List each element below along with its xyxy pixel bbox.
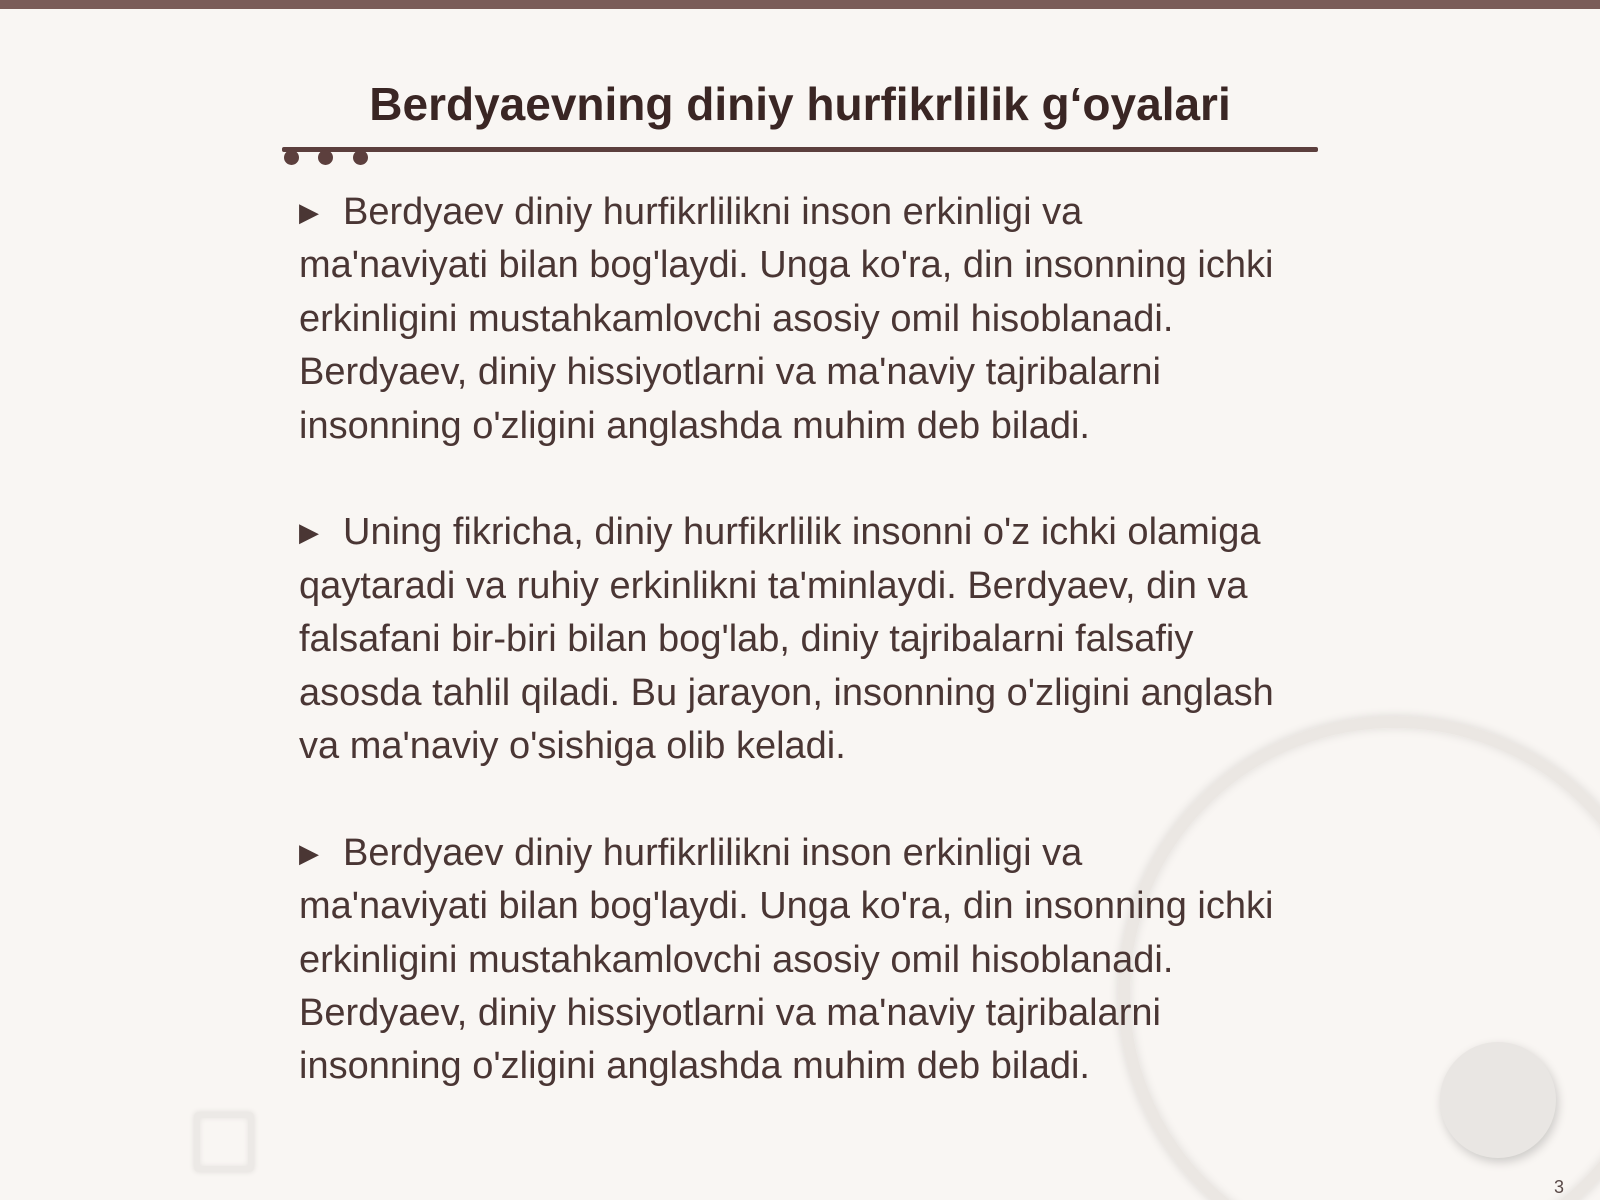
- top-accent-bar: [0, 0, 1600, 9]
- page-number: 3: [1554, 1177, 1565, 1197]
- paragraph-text: Berdyaev diniy hurfikrlilikni inson erkinligi va ma'naviyati bilan bog'laydi. Unga ko'ra, din insonning ichki erkinligini mustahkamlovchi asosiy omil hisoblanadi. Berdyaev, diniy hissiyotlarni va ma'naviy tajribalarni insonning o'zligini anglashda muhim deb biladi.: [299, 191, 1274, 447]
- bullet-paragraph: [299, 506, 1279, 773]
- title-underline: [282, 147, 1318, 152]
- title-dot: [353, 150, 368, 165]
- paragraph-text: Berdyaev diniy hurfikrlilikni inson erkinligi va ma'naviyati bilan bog'laydi. Unga ko'ra, din insonning ichki erkinligini mustahkamlovchi asosiy omil hisoblanadi. Berdyaev, diniy hissiyotlarni va ma'naviy tajribalarni insonning o'zligini anglashda muhim deb biladi.: [299, 831, 1274, 1088]
- bullet-triangle-icon: ▶: [299, 197, 319, 227]
- title-dot: [284, 150, 299, 165]
- bullet-paragraph: [299, 827, 1279, 1094]
- slide-title: Berdyaevning diniy hurfikrlilik g‘oyalari: [369, 78, 1231, 130]
- paragraph-text: Uning fikricha, diniy hurfikrlilik insonni o'z ichki olamiga qaytaradi va ruhiy erkinlikni ta'minlaydi. Berdyaev, din va falsafani bir-biri bilan bog'lab, diniy tajribalarni falsafiy asosda tahlil qiladi. Bu jarayon, insonning o'zligini anglash va ma'naviy o'sishiga olib keladi.: [299, 511, 1274, 768]
- bullet-paragraph: [299, 186, 1279, 453]
- bullet-triangle-icon: ▶: [299, 517, 319, 548]
- slide-body: [299, 186, 1279, 1147]
- decorative-circle: [1440, 1042, 1556, 1158]
- bullet-triangle-icon: ▶: [299, 837, 319, 868]
- decorative-square: [194, 1112, 254, 1172]
- title-dot: [318, 150, 333, 165]
